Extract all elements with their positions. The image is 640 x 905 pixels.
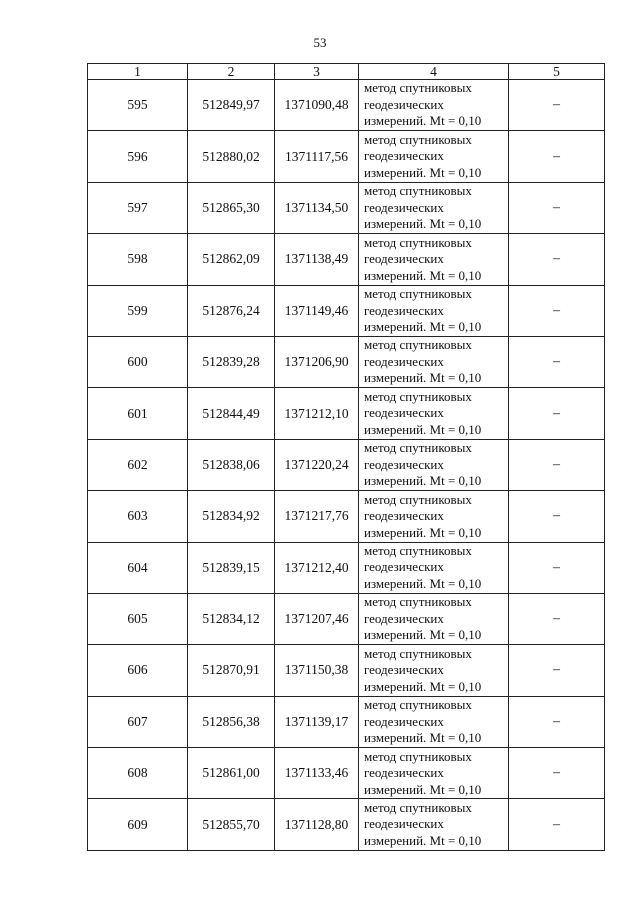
point-number: 597: [88, 182, 188, 233]
coord-x: 512876,24: [188, 285, 275, 336]
method-line-2: геодезических: [364, 199, 444, 215]
column-5-value: –: [509, 388, 605, 439]
method-line-2: геодезических: [364, 508, 444, 524]
point-number: 603: [88, 491, 188, 542]
method-cell: [359, 131, 509, 182]
table-header-row: [88, 64, 605, 80]
table-row: [88, 80, 605, 131]
column-5-value: –: [509, 593, 605, 644]
table-row: [88, 491, 605, 542]
coord-x: 512856,38: [188, 696, 275, 747]
method-line-1: метод спутниковых: [364, 697, 472, 713]
column-5-value: –: [509, 696, 605, 747]
table-row: [88, 388, 605, 439]
method-line-2: геодезических: [364, 405, 444, 421]
method-line-3: измерений. Mt = 0,10: [364, 524, 482, 540]
coord-x: 512849,97: [188, 80, 275, 131]
coord-y: 1371134,50: [275, 182, 359, 233]
coord-y: 1371139,17: [275, 696, 359, 747]
coord-y: 1371138,49: [275, 234, 359, 285]
coord-x: 512834,12: [188, 593, 275, 644]
method-cell: [359, 542, 509, 593]
coord-y: 1371149,46: [275, 285, 359, 336]
point-number: 600: [88, 336, 188, 387]
point-number: 607: [88, 696, 188, 747]
point-number: 596: [88, 131, 188, 182]
method-line-2: геодезических: [364, 251, 444, 267]
method-line-3: измерений. Mt = 0,10: [364, 370, 482, 386]
method-line-1: метод спутниковых: [364, 542, 472, 558]
method-cell: [359, 336, 509, 387]
method-cell: [359, 593, 509, 644]
method-line-1: метод спутниковых: [364, 337, 472, 353]
method-line-3: измерений. Mt = 0,10: [364, 319, 482, 334]
method-cell: [359, 799, 509, 850]
method-cell: [359, 748, 509, 799]
point-number: 605: [88, 593, 188, 644]
coord-y: 1371090,48: [275, 80, 359, 131]
method-line-3: измерений. Mt = 0,10: [364, 575, 482, 591]
coord-y: 1371206,90: [275, 336, 359, 387]
method-line-3: измерений. Mt = 0,10: [364, 730, 482, 746]
point-number: 595: [88, 80, 188, 131]
method-line-1: метод спутниковых: [364, 645, 472, 661]
coord-y: 1371212,40: [275, 542, 359, 593]
method-cell: [359, 234, 509, 285]
point-number: 602: [88, 439, 188, 490]
coord-x: 512870,91: [188, 645, 275, 696]
table-row: [88, 285, 605, 336]
coord-y: 1371212,10: [275, 388, 359, 439]
coord-y: 1371117,56: [275, 131, 359, 182]
column-5-value: –: [509, 491, 605, 542]
method-cell: [359, 80, 509, 131]
column-header-5: 5: [509, 64, 605, 80]
method-line-1: метод спутниковых: [364, 491, 472, 507]
column-5-value: –: [509, 131, 605, 182]
method-line-3: измерений. Mt = 0,10: [364, 781, 482, 797]
table-row: [88, 234, 605, 285]
table-row: [88, 439, 605, 490]
method-line-2: геодезических: [364, 148, 444, 164]
point-number: 606: [88, 645, 188, 696]
point-number: 598: [88, 234, 188, 285]
method-line-1: метод спутниковых: [364, 748, 472, 764]
method-line-1: метод спутниковых: [364, 799, 472, 815]
method-cell: [359, 285, 509, 336]
column-5-value: –: [509, 799, 605, 850]
table-row: [88, 131, 605, 182]
method-line-3: измерений. Mt = 0,10: [364, 832, 482, 848]
column-5-value: –: [509, 182, 605, 233]
method-line-3: измерений. Mt = 0,10: [364, 473, 482, 489]
method-line-2: геодезических: [364, 765, 444, 781]
column-5-value: –: [509, 234, 605, 285]
column-header-1: 1: [88, 64, 188, 80]
column-5-value: –: [509, 439, 605, 490]
coord-x: 512839,28: [188, 336, 275, 387]
method-line-2: геодезических: [364, 302, 444, 318]
method-line-1: метод спутниковых: [364, 80, 472, 96]
coord-x: 512839,15: [188, 542, 275, 593]
method-line-2: геодезических: [364, 456, 444, 472]
column-header-4: 4: [359, 64, 509, 80]
column-5-value: –: [509, 748, 605, 799]
coord-y: 1371133,46: [275, 748, 359, 799]
coord-y: 1371150,38: [275, 645, 359, 696]
method-line-1: метод спутниковых: [364, 131, 472, 147]
method-line-3: измерений. Mt = 0,10: [364, 421, 482, 437]
method-line-2: геодезических: [364, 559, 444, 575]
column-header-3: 3: [275, 64, 359, 80]
method-line-2: геодезических: [364, 610, 444, 626]
method-line-1: метод спутниковых: [364, 388, 472, 404]
page-number: 53: [313, 35, 327, 50]
table-row: [88, 645, 605, 696]
point-number: 608: [88, 748, 188, 799]
table-row: [88, 696, 605, 747]
coord-x: 512865,30: [188, 182, 275, 233]
coord-y: 1371207,46: [275, 593, 359, 644]
coord-x: 512855,70: [188, 799, 275, 850]
method-cell: [359, 182, 509, 233]
coord-x: 512844,49: [188, 388, 275, 439]
method-line-3: измерений. Mt = 0,10: [364, 113, 482, 129]
method-line-2: геодезических: [364, 353, 444, 369]
coord-y: 1371220,24: [275, 439, 359, 490]
table-body: [88, 80, 605, 851]
table-row: [88, 336, 605, 387]
column-header-2: 2: [188, 64, 275, 80]
table-row: [88, 748, 605, 799]
column-5-value: –: [509, 645, 605, 696]
coord-y: 1371217,76: [275, 491, 359, 542]
method-line-2: геодезических: [364, 662, 444, 678]
method-line-1: метод спутниковых: [364, 234, 472, 250]
method-line-1: метод спутниковых: [364, 594, 472, 610]
coord-x: 512861,00: [188, 748, 275, 799]
method-line-2: геодезических: [364, 96, 444, 112]
method-cell: [359, 388, 509, 439]
coordinates-table: [87, 63, 605, 851]
method-line-1: метод спутниковых: [364, 440, 472, 456]
point-number: 609: [88, 799, 188, 850]
table-row: [88, 542, 605, 593]
method-cell: [359, 645, 509, 696]
coord-x: 512834,92: [188, 491, 275, 542]
method-line-3: измерений. Mt = 0,10: [364, 627, 482, 643]
method-line-1: метод спутниковых: [364, 183, 472, 199]
coord-x: 512862,09: [188, 234, 275, 285]
table-row: [88, 593, 605, 644]
coord-x: 512880,02: [188, 131, 275, 182]
method-line-2: геодезических: [364, 713, 444, 729]
method-cell: [359, 696, 509, 747]
method-cell: [359, 491, 509, 542]
method-line-1: метод спутниковых: [364, 286, 472, 301]
method-line-3: измерений. Mt = 0,10: [364, 267, 482, 283]
point-number: 601: [88, 388, 188, 439]
method-line-2: геодезических: [364, 816, 444, 832]
coord-y: 1371128,80: [275, 799, 359, 850]
point-number: 604: [88, 542, 188, 593]
point-number: 599: [88, 285, 188, 336]
column-5-value: –: [509, 80, 605, 131]
coord-x: 512838,06: [188, 439, 275, 490]
method-line-3: измерений. Mt = 0,10: [364, 216, 482, 232]
table-row: [88, 799, 605, 850]
column-5-value: –: [509, 285, 605, 336]
method-line-3: измерений. Mt = 0,10: [364, 164, 482, 180]
table-row: [88, 182, 605, 233]
column-5-value: –: [509, 336, 605, 387]
column-5-value: –: [509, 542, 605, 593]
method-line-3: измерений. Mt = 0,10: [364, 678, 482, 694]
method-cell: [359, 439, 509, 490]
